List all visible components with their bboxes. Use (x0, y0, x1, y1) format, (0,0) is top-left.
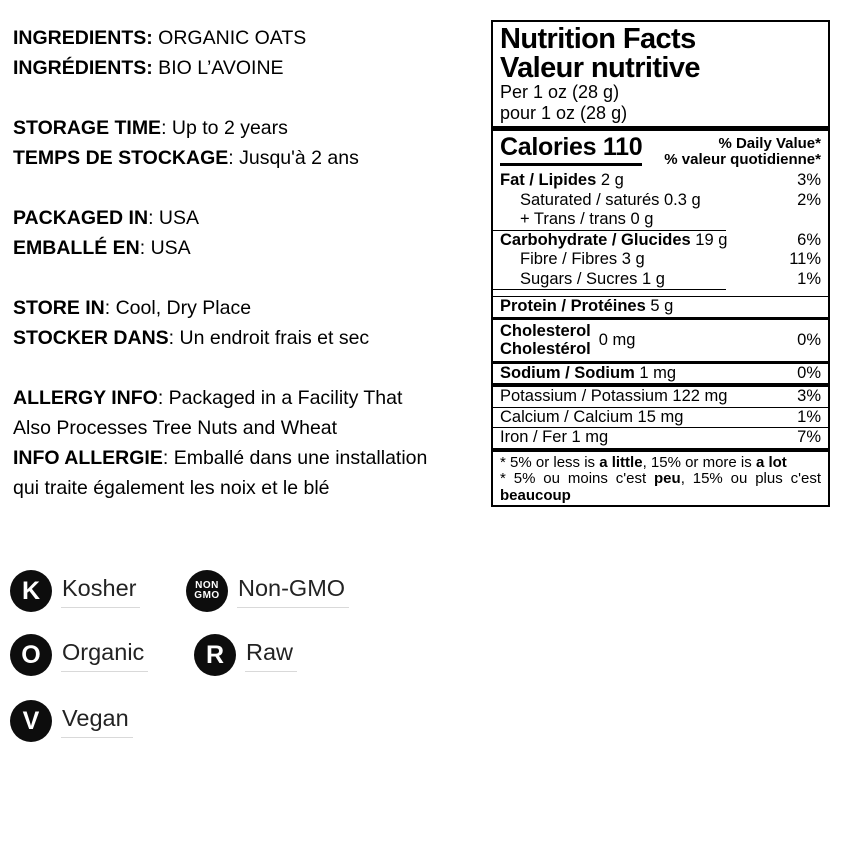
info-line-allergy-fr-2 (13, 473, 485, 503)
nutrient-row-iron (493, 428, 828, 448)
info-line-packaged-fr (13, 233, 485, 263)
calories-block (493, 131, 828, 171)
store-in-group (13, 293, 485, 353)
nutrient-name: Sugars / Sucres 1 g (520, 269, 665, 288)
info-label: INGREDIENTS: (13, 27, 153, 49)
badge-label-non-gmo: Non-GMO (237, 575, 349, 608)
nutrient-row-fat (493, 171, 828, 191)
info-value: : Cool, Dry Place (104, 297, 252, 319)
organic-icon: O (10, 634, 52, 676)
nutrient-dv: 3% (797, 387, 821, 405)
info-value: : USA (148, 207, 199, 229)
nutrient-dv: 3% (797, 171, 821, 189)
nutrient-dv: 1% (797, 407, 821, 426)
info-value: qui traite également les noix et le blé (13, 477, 330, 499)
nutrient-dv: 7% (797, 428, 821, 446)
daily-value-header-fr: % valeur quotidienne* (664, 151, 821, 168)
info-value: : Emballé dans une installation (162, 447, 428, 469)
info-value: : Up to 2 years (161, 117, 288, 139)
nutrition-title-en: Nutrition Facts (500, 23, 696, 55)
nutrient-name: Protein / Protéines 5 g (500, 297, 674, 315)
daily-value-header-en: % Daily Value* (718, 135, 821, 152)
nutrient-row-cholesterol (493, 320, 828, 361)
info-line-packaged-en (13, 203, 485, 233)
nutrient-name: Cholesterol Cholestérol (500, 321, 591, 358)
nutrient-row-sugars (493, 270, 828, 290)
info-line-store-en (13, 293, 485, 323)
badge-label-kosher: Kosher (61, 575, 140, 608)
info-line-ingredients-fr (13, 53, 485, 83)
badge-label-organic: Organic (61, 639, 148, 672)
info-line-allergy-fr-1 (13, 443, 485, 473)
kosher-icon: K (10, 570, 52, 612)
nutrient-name: Fibre / Fibres 3 g (520, 250, 645, 268)
info-label: STOCKER DANS (13, 327, 169, 349)
nutrition-title-fr: Valeur nutritive (500, 51, 700, 84)
info-line-storage-en (13, 113, 485, 143)
footnote-fr: * 5% ou moins c'est peu, 15% ou plus c'est beaucoup (500, 470, 821, 504)
info-line-ingredients-en (13, 23, 485, 53)
nutrient-amount: 0 mg (598, 330, 636, 349)
nutrient-dv: 0% (797, 363, 821, 382)
badge-label-raw: Raw (245, 639, 297, 672)
nutrient-row-calcium (493, 408, 828, 428)
badge-vegan (10, 700, 133, 742)
info-label: TEMPS DE STOCKAGE (13, 147, 229, 169)
nutrient-row-carbohydrate (493, 231, 828, 251)
nutrient-name: Potassium / Potassium 122 mg (500, 387, 728, 405)
info-value: Also Processes Tree Nuts and Wheat (13, 417, 338, 439)
info-line-store-fr (13, 323, 485, 353)
non-gmo-icon: NON GMO (186, 570, 228, 612)
info-line-storage-fr (13, 143, 485, 173)
info-label: STORAGE TIME (13, 117, 162, 139)
nutrient-row-saturated (493, 191, 828, 211)
serving-size-en: Per 1 oz (28 g) (500, 82, 620, 102)
nutrient-dv: 0% (797, 330, 821, 349)
daily-value-header (664, 134, 821, 168)
nutrient-name: + Trans / trans 0 g (520, 210, 654, 228)
storage-time-group (13, 113, 485, 173)
info-value: : Jusqu'à 2 ans (228, 147, 359, 169)
info-label: EMBALLÉ EN (13, 237, 140, 259)
badge-non-gmo (186, 570, 349, 612)
nutrient-row-fibre (493, 250, 828, 270)
nutrient-name: Iron / Fer 1 mg (500, 428, 609, 446)
info-label: INFO ALLERGIE (13, 447, 163, 469)
nutrient-name: Sodium / Sodium 1 mg (500, 363, 677, 382)
info-value: : Un endroit frais et sec (168, 327, 370, 349)
info-value: BIO L’AVOINE (152, 57, 284, 79)
serving-size-fr: pour 1 oz (28 g) (500, 102, 628, 123)
nutrient-dv: 2% (797, 190, 821, 209)
nutrient-dv: 1% (797, 269, 821, 288)
badge-raw (194, 634, 297, 676)
allergy-info-group (13, 383, 485, 503)
footnote-en: * 5% or less is a little, 15% or more is a lot (500, 453, 787, 471)
info-label: STORE IN (13, 297, 105, 319)
info-line-allergy-en-1 (13, 383, 485, 413)
badge-label-vegan: Vegan (61, 705, 133, 738)
nutrient-dv: 11% (789, 250, 821, 268)
info-label: INGRÉDIENTS: (13, 57, 153, 79)
nutrient-dv: 6% (797, 230, 821, 249)
nutrient-row-sodium (493, 364, 828, 384)
nutrient-row-trans (493, 210, 828, 230)
nutrient-name: Fat / Lipides 2 g (500, 171, 624, 189)
nutrient-row-potassium (493, 387, 828, 407)
info-line-allergy-en-2 (13, 413, 485, 443)
info-label: ALLERGY INFO (13, 387, 158, 409)
product-info-column (13, 23, 485, 533)
vegan-icon: V (10, 700, 52, 742)
badge-organic (10, 634, 148, 676)
raw-icon: R (194, 634, 236, 676)
nutrient-name: Saturated / saturés 0.3 g (520, 190, 701, 209)
ingredients-group (13, 23, 485, 83)
nutrient-name: Carbohydrate / Glucides 19 g (500, 230, 728, 249)
nutrition-facts-panel (491, 20, 830, 507)
nutrient-name: Calcium / Calcium 15 mg (500, 407, 684, 426)
calories-value: Calories 110 (500, 134, 642, 166)
packaged-in-group (13, 203, 485, 263)
info-label: PACKAGED IN (13, 207, 149, 229)
badge-kosher (10, 570, 140, 612)
info-value: ORGANIC OATS (152, 27, 307, 49)
info-value: : USA (139, 237, 191, 259)
info-value: : Packaged in a Facility That (157, 387, 403, 409)
nutrient-row-protein (493, 297, 828, 317)
